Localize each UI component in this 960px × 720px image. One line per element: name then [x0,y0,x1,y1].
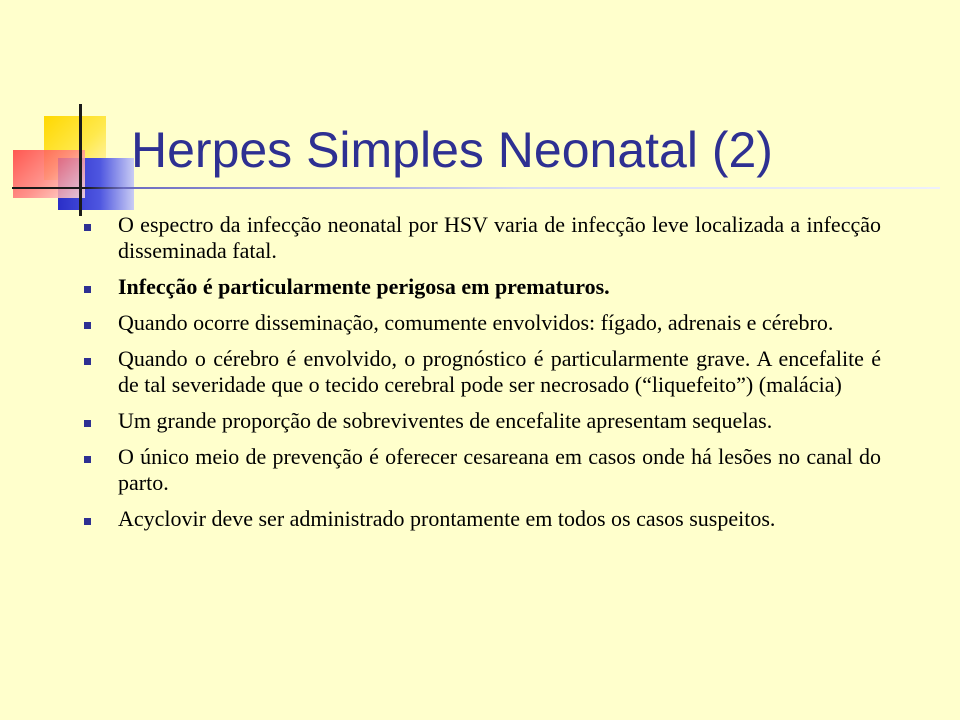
slide-title: Herpes Simples Neonatal (2) [131,122,773,178]
bullet-item-6 [84,444,881,496]
bullet-text: O espectro da infecção neonatal por HSV varia de infecção leve localizada a infecção disseminada fatal. [118,212,881,263]
bullet-item-4 [84,346,881,398]
square-bullet-icon [84,358,91,365]
bullet-item-2 [84,274,881,300]
bullet-item-5 [84,408,881,434]
bullet-text: Quando ocorre disseminação, comumente envolvidos: fígado, adrenais e cérebro. [118,310,834,335]
bullet-list [84,212,881,542]
red-square-decoration [13,150,85,198]
bullet-text: Um grande proporção de sobreviventes de encefalite apresentam sequelas. [118,408,773,433]
square-bullet-icon [84,322,91,329]
square-bullet-icon [84,456,91,463]
decorative-logo [0,0,140,230]
bullet-text: Infecção é particularmente perigosa em prematuros. [118,274,610,299]
square-bullet-icon [84,518,91,525]
bullet-item-1 [84,212,881,264]
square-bullet-icon [84,224,91,231]
bullet-text: O único meio de prevenção é oferecer cesareana em casos onde há lesões no canal do parto. [118,444,881,495]
bullet-item-3 [84,310,881,336]
bullet-text: Acyclovir deve ser administrado prontamente em todos os casos suspeitos. [118,506,776,531]
bullet-text: Quando o cérebro é envolvido, o prognóstico é particularmente grave. A encefalite é de tal severidade que o tecido cerebral pode ser necrosado (“liquefeito”) (malácia) [118,346,881,397]
vertical-line-decoration [79,104,82,216]
square-bullet-icon [84,420,91,427]
square-bullet-icon [84,286,91,293]
bullet-item-7 [84,506,881,532]
